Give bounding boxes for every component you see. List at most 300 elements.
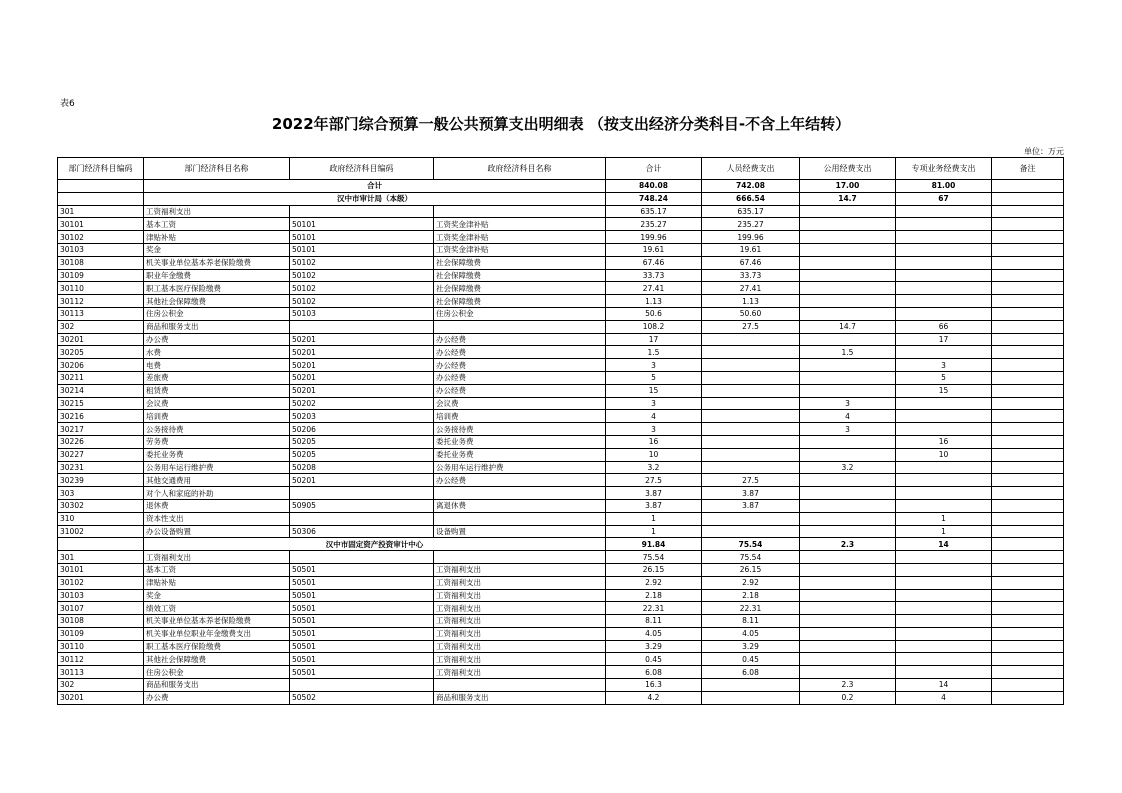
table-row (58, 615, 1064, 628)
gov-name-cell: 工资福利支出 (434, 653, 606, 666)
gov-name-cell: 办公经费 (434, 474, 606, 487)
public-cell (800, 563, 896, 576)
public-cell (800, 435, 896, 448)
gov-name-cell: 办公经费 (434, 384, 606, 397)
remarks-cell (992, 627, 1064, 640)
dept-name-cell: 住房公积金 (144, 307, 290, 320)
total-cell: 16.3 (606, 679, 702, 692)
personnel-cell (702, 461, 800, 474)
table-row (58, 269, 1064, 282)
gov-name-cell (434, 551, 606, 564)
personnel-cell: 27.5 (702, 474, 800, 487)
dept-code-cell: 303 (58, 487, 144, 500)
personnel-cell (702, 525, 800, 538)
budget-table (57, 157, 1064, 705)
dept-name-cell: 基本工资 (144, 563, 290, 576)
dept-code-cell: 30113 (58, 666, 144, 679)
remarks-cell (992, 679, 1064, 692)
gov-name-cell: 办公经费 (434, 333, 606, 346)
gov-code-cell: 50101 (290, 243, 434, 256)
total-cell: 19.61 (606, 243, 702, 256)
gov-code-cell: 50201 (290, 474, 434, 487)
table-row (58, 205, 1064, 218)
remarks-cell (992, 423, 1064, 436)
personnel-cell (702, 512, 800, 525)
total-personnel: 742.08 (702, 180, 800, 193)
public-cell (800, 653, 896, 666)
header-row (58, 158, 1064, 180)
dept-name-cell: 工资福利支出 (144, 551, 290, 564)
total-cell: 6.08 (606, 666, 702, 679)
special-cell: 1 (896, 512, 992, 525)
remarks-cell (992, 295, 1064, 308)
header-personnel: 人员经费支出 (702, 158, 800, 180)
dept-name-cell: 商品和服务支出 (144, 320, 290, 333)
gov-code-cell (290, 320, 434, 333)
dept-name-cell: 办公设备购置 (144, 525, 290, 538)
gov-name-cell: 工资奖金津补贴 (434, 243, 606, 256)
dept-code-cell: 30215 (58, 397, 144, 410)
table-row (58, 653, 1064, 666)
personnel-cell: 8.11 (702, 615, 800, 628)
dept-code-cell: 31002 (58, 525, 144, 538)
public-cell (800, 551, 896, 564)
dept-name-cell: 机关事业单位职业年金缴费支出 (144, 627, 290, 640)
dept-name-cell: 职工基本医疗保险缴费 (144, 640, 290, 653)
public-cell (800, 269, 896, 282)
table-row (58, 679, 1064, 692)
table-row (58, 602, 1064, 615)
personnel-cell (702, 346, 800, 359)
total-cell: 15 (606, 384, 702, 397)
personnel-cell: 50.60 (702, 307, 800, 320)
gov-name-cell: 工资福利支出 (434, 563, 606, 576)
dept-code-cell: 30102 (58, 231, 144, 244)
gov-code-cell: 50201 (290, 359, 434, 372)
table-row (58, 640, 1064, 653)
public-cell: 2.3 (800, 679, 896, 692)
special-cell (896, 602, 992, 615)
gov-code-cell: 50306 (290, 525, 434, 538)
remarks-cell (992, 474, 1064, 487)
total-cell: 0.45 (606, 653, 702, 666)
dept-code-cell: 30113 (58, 307, 144, 320)
personnel-cell (702, 679, 800, 692)
total-cell: 67.46 (606, 256, 702, 269)
remarks-cell (992, 448, 1064, 461)
personnel-cell: 2.92 (702, 576, 800, 589)
public-cell: 1.5 (800, 346, 896, 359)
public-cell (800, 256, 896, 269)
special-cell: 66 (896, 320, 992, 333)
table-row (58, 359, 1064, 372)
gov-code-cell: 50205 (290, 435, 434, 448)
remarks-cell (992, 576, 1064, 589)
gov-name-cell: 办公经费 (434, 346, 606, 359)
remarks-cell (992, 602, 1064, 615)
special-cell (896, 589, 992, 602)
remarks-cell (992, 397, 1064, 410)
table-row (58, 499, 1064, 512)
total-cell: 75.54 (606, 551, 702, 564)
total-cell: 108.2 (606, 320, 702, 333)
remarks-cell (992, 691, 1064, 704)
total-cell: 17 (606, 333, 702, 346)
table-row (58, 295, 1064, 308)
total-cell: 4.2 (606, 691, 702, 704)
gov-name-cell: 商品和服务支出 (434, 691, 606, 704)
public-cell: 3 (800, 397, 896, 410)
public-cell (800, 218, 896, 231)
personnel-cell: 27.5 (702, 320, 800, 333)
dept-code-cell: 30201 (58, 691, 144, 704)
personnel-cell (702, 448, 800, 461)
gov-name-cell (434, 487, 606, 500)
public-cell (800, 602, 896, 615)
special-cell (896, 461, 992, 474)
table-row (58, 307, 1064, 320)
gov-code-cell: 50101 (290, 231, 434, 244)
remarks-cell (992, 243, 1064, 256)
dept-name-cell: 电费 (144, 359, 290, 372)
gov-name-cell: 设备购置 (434, 525, 606, 538)
table-row (58, 627, 1064, 640)
table-row (58, 576, 1064, 589)
public-cell (800, 282, 896, 295)
public-cell: 4 (800, 410, 896, 423)
page-label: 表6 (60, 99, 75, 109)
section-total: 748.24 (606, 192, 702, 205)
gov-code-cell: 50103 (290, 307, 434, 320)
personnel-cell: 635.17 (702, 205, 800, 218)
dept-code-cell: 30101 (58, 563, 144, 576)
total-cell: 635.17 (606, 205, 702, 218)
gov-code-cell: 50101 (290, 218, 434, 231)
special-cell: 10 (896, 448, 992, 461)
gov-name-cell: 公务用车运行维护费 (434, 461, 606, 474)
total-cell: 2.18 (606, 589, 702, 602)
table-row (58, 410, 1064, 423)
gov-code-cell: 50501 (290, 640, 434, 653)
public-cell (800, 295, 896, 308)
gov-code-cell: 50206 (290, 423, 434, 436)
personnel-cell: 1.13 (702, 295, 800, 308)
public-cell (800, 359, 896, 372)
dept-name-cell: 津贴补贴 (144, 576, 290, 589)
dept-name-cell: 其他社会保障缴费 (144, 653, 290, 666)
total-sum: 840.08 (606, 180, 702, 193)
table-row (58, 525, 1064, 538)
gov-code-cell: 50201 (290, 346, 434, 359)
dept-code-cell: 30110 (58, 640, 144, 653)
remarks-cell (992, 435, 1064, 448)
remarks-cell (992, 512, 1064, 525)
special-cell (896, 499, 992, 512)
table-row (58, 397, 1064, 410)
total-cell: 1 (606, 525, 702, 538)
special-cell: 3 (896, 359, 992, 372)
remarks-cell (992, 282, 1064, 295)
personnel-cell: 2.18 (702, 589, 800, 602)
table-row (58, 218, 1064, 231)
gov-name-cell: 办公经费 (434, 359, 606, 372)
dept-code-cell: 30109 (58, 269, 144, 282)
gov-name-cell: 社会保障缴费 (434, 269, 606, 282)
gov-code-cell: 50201 (290, 333, 434, 346)
gov-code-cell: 50102 (290, 269, 434, 282)
gov-code-cell: 50205 (290, 448, 434, 461)
total-cell: 3 (606, 359, 702, 372)
public-cell (800, 231, 896, 244)
total-cell: 3.29 (606, 640, 702, 653)
dept-code-cell: 30214 (58, 384, 144, 397)
public-cell (800, 499, 896, 512)
gov-code-cell: 50201 (290, 384, 434, 397)
table-row (58, 512, 1064, 525)
total-remarks (992, 180, 1064, 193)
dept-name-cell: 住房公积金 (144, 666, 290, 679)
section-special: 14 (896, 538, 992, 551)
dept-code-cell: 30101 (58, 218, 144, 231)
total-cell: 8.11 (606, 615, 702, 628)
personnel-cell: 27.41 (702, 282, 800, 295)
unit-label: 单位：万元 (1024, 147, 1064, 156)
total-cell: 27.41 (606, 282, 702, 295)
total-cell: 5 (606, 371, 702, 384)
dept-name-cell: 差旅费 (144, 371, 290, 384)
header-gov-code: 政府经济科目编码 (290, 158, 434, 180)
table-row (58, 474, 1064, 487)
dept-code-cell: 30107 (58, 602, 144, 615)
dept-name-cell: 奖金 (144, 589, 290, 602)
gov-code-cell: 50501 (290, 602, 434, 615)
table-row (58, 551, 1064, 564)
dept-name-cell: 租赁费 (144, 384, 290, 397)
total-public: 17.00 (800, 180, 896, 193)
public-cell (800, 205, 896, 218)
public-cell (800, 474, 896, 487)
gov-code-cell (290, 487, 434, 500)
gov-name-cell: 工资福利支出 (434, 576, 606, 589)
personnel-cell (702, 423, 800, 436)
remarks-cell (992, 218, 1064, 231)
table-row (58, 320, 1064, 333)
dept-code-cell: 30201 (58, 333, 144, 346)
special-cell: 1 (896, 525, 992, 538)
section-blank (58, 192, 144, 205)
personnel-cell: 235.27 (702, 218, 800, 231)
page-title: 2022年部门综合预算一般公共预算支出明细表 （按支出经济分类科目-不含上年结转） (271, 115, 851, 133)
gov-name-cell (434, 205, 606, 218)
table-row (58, 589, 1064, 602)
public-cell (800, 333, 896, 346)
dept-code-cell: 30108 (58, 615, 144, 628)
table-row (58, 346, 1064, 359)
table-row (58, 666, 1064, 679)
table-row (58, 448, 1064, 461)
public-cell: 3 (800, 423, 896, 436)
table-row (58, 461, 1064, 474)
special-cell (896, 474, 992, 487)
table-row (58, 256, 1064, 269)
gov-code-cell (290, 512, 434, 525)
dept-code-cell: 30109 (58, 627, 144, 640)
total-cell: 33.73 (606, 269, 702, 282)
public-cell (800, 525, 896, 538)
dept-name-cell: 资本性支出 (144, 512, 290, 525)
personnel-cell: 75.54 (702, 551, 800, 564)
dept-code-cell: 30102 (58, 576, 144, 589)
public-cell (800, 307, 896, 320)
dept-code-cell: 30112 (58, 295, 144, 308)
personnel-cell (702, 359, 800, 372)
personnel-cell: 3.87 (702, 487, 800, 500)
table-row (58, 384, 1064, 397)
remarks-cell (992, 410, 1064, 423)
section-personnel: 666.54 (702, 192, 800, 205)
public-cell (800, 448, 896, 461)
gov-name-cell (434, 320, 606, 333)
public-cell (800, 576, 896, 589)
dept-name-cell: 基本工资 (144, 218, 290, 231)
total-cell: 2.92 (606, 576, 702, 589)
table-row (58, 435, 1064, 448)
total-cell: 3.2 (606, 461, 702, 474)
dept-name-cell: 劳务费 (144, 435, 290, 448)
dept-code-cell: 30110 (58, 282, 144, 295)
dept-name-cell: 退休费 (144, 499, 290, 512)
special-cell (896, 576, 992, 589)
dept-name-cell: 公务用车运行维护费 (144, 461, 290, 474)
dept-code-cell: 30112 (58, 653, 144, 666)
remarks-cell (992, 333, 1064, 346)
gov-code-cell (290, 551, 434, 564)
gov-name-cell: 工资福利支出 (434, 627, 606, 640)
personnel-cell: 19.61 (702, 243, 800, 256)
personnel-cell (702, 384, 800, 397)
gov-name-cell: 工资福利支出 (434, 615, 606, 628)
gov-name-cell: 委托业务费 (434, 448, 606, 461)
section-public: 2.3 (800, 538, 896, 551)
dept-name-cell: 会议费 (144, 397, 290, 410)
gov-name-cell: 工资福利支出 (434, 589, 606, 602)
gov-code-cell: 50502 (290, 691, 434, 704)
dept-code-cell: 30205 (58, 346, 144, 359)
gov-name-cell: 住房公积金 (434, 307, 606, 320)
personnel-cell: 199.96 (702, 231, 800, 244)
gov-code-cell: 50208 (290, 461, 434, 474)
remarks-cell (992, 525, 1064, 538)
dept-name-cell: 机关事业单位基本养老保险缴费 (144, 615, 290, 628)
special-cell (896, 666, 992, 679)
public-cell: 0.2 (800, 691, 896, 704)
total-special: 81.00 (896, 180, 992, 193)
dept-name-cell: 其他交通费用 (144, 474, 290, 487)
total-blank (58, 180, 144, 193)
dept-code-cell: 302 (58, 320, 144, 333)
special-cell (896, 218, 992, 231)
gov-name-cell: 社会保障缴费 (434, 295, 606, 308)
gov-code-cell: 50501 (290, 576, 434, 589)
special-cell (896, 256, 992, 269)
gov-code-cell: 50102 (290, 282, 434, 295)
total-cell: 4 (606, 410, 702, 423)
remarks-cell (992, 461, 1064, 474)
section-label: 汉中市固定资产投资审计中心 (144, 538, 606, 551)
section-remarks (992, 192, 1064, 205)
remarks-cell (992, 563, 1064, 576)
table-row (58, 691, 1064, 704)
table-row (58, 423, 1064, 436)
special-cell: 17 (896, 333, 992, 346)
gov-code-cell (290, 679, 434, 692)
special-cell: 15 (896, 384, 992, 397)
public-cell (800, 371, 896, 384)
public-cell (800, 589, 896, 602)
dept-code-cell: 302 (58, 679, 144, 692)
remarks-cell (992, 231, 1064, 244)
special-cell (896, 640, 992, 653)
header-remarks: 备注 (992, 158, 1064, 180)
gov-code-cell: 50501 (290, 666, 434, 679)
personnel-cell: 0.45 (702, 653, 800, 666)
section-summary-row (58, 192, 1064, 205)
total-cell: 3.87 (606, 487, 702, 500)
section-special: 67 (896, 192, 992, 205)
header-special: 专项业务经费支出 (896, 158, 992, 180)
table-row (58, 563, 1064, 576)
special-cell (896, 269, 992, 282)
gov-name-cell: 社会保障缴费 (434, 256, 606, 269)
public-cell (800, 243, 896, 256)
remarks-cell (992, 256, 1064, 269)
public-cell (800, 384, 896, 397)
remarks-cell (992, 487, 1064, 500)
total-cell: 3.87 (606, 499, 702, 512)
gov-code-cell: 50202 (290, 397, 434, 410)
section-summary-row (58, 538, 1064, 551)
personnel-cell: 33.73 (702, 269, 800, 282)
personnel-cell (702, 333, 800, 346)
total-cell: 26.15 (606, 563, 702, 576)
table-row (58, 371, 1064, 384)
gov-code-cell: 50201 (290, 371, 434, 384)
special-cell: 14 (896, 679, 992, 692)
special-cell (896, 346, 992, 359)
dept-name-cell: 商品和服务支出 (144, 679, 290, 692)
gov-code-cell: 50102 (290, 295, 434, 308)
remarks-cell (992, 307, 1064, 320)
section-label: 汉中市审计局（本级） (144, 192, 606, 205)
table-row (58, 333, 1064, 346)
remarks-cell (992, 551, 1064, 564)
special-cell (896, 487, 992, 500)
gov-name-cell (434, 679, 606, 692)
total-cell: 4.05 (606, 627, 702, 640)
special-cell (896, 282, 992, 295)
gov-code-cell: 50501 (290, 589, 434, 602)
special-cell (896, 307, 992, 320)
gov-name-cell: 社会保障缴费 (434, 282, 606, 295)
dept-code-cell: 30206 (58, 359, 144, 372)
remarks-cell (992, 615, 1064, 628)
gov-name-cell: 工资福利支出 (434, 602, 606, 615)
gov-code-cell: 50102 (290, 256, 434, 269)
total-cell: 27.5 (606, 474, 702, 487)
dept-name-cell: 办公费 (144, 691, 290, 704)
public-cell (800, 487, 896, 500)
personnel-cell: 22.31 (702, 602, 800, 615)
